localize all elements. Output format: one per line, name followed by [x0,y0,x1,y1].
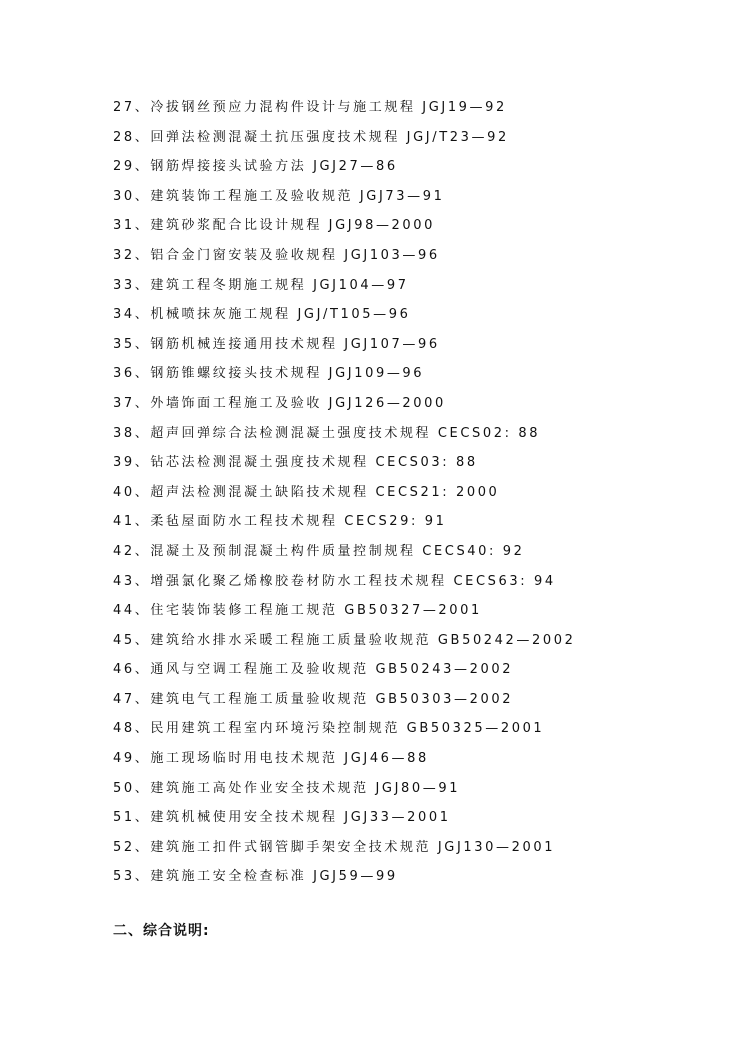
standards-list [113,97,713,896]
list-item: 47、建筑电气工程施工质量验收规范 GB50303—2002 [113,691,514,707]
list-item: 27、冷拔钢丝预应力混构件设计与施工规程 JGJ19—92 [113,100,507,115]
list-item: 50、建筑施工高处作业安全技术规范 JGJ80—91 [113,780,461,796]
list-item: 52、建筑施工扣件式钢管脚手架安全技术规范 JGJ130—2001 [113,839,556,855]
list-item: 31、建筑砂浆配合比设计规程 JGJ98—2000 [113,218,436,234]
list-item: 44、住宅装饰装修工程施工规范 GB50327—2001 [113,603,482,619]
list-item: 46、通风与空调工程施工及验收规范 GB50243—2002 [113,662,514,678]
list-item: 39、钻芯法检测混凝土强度技术规程 CECS03: 88 [113,455,478,471]
list-item: 51、建筑机械使用安全技术规程 JGJ33—2001 [113,810,451,826]
list-item: 33、建筑工程冬期施工规程 JGJ104—97 [113,277,409,293]
list-item: 43、增强氯化聚乙烯橡胶卷材防水工程技术规程 CECS63: 94 [113,573,556,589]
list-item: 28、回弹法检测混凝土抗压强度技术规程 JGJ/T23—92 [113,129,509,145]
list-item: 40、超声法检测混凝土缺陷技术规程 CECS21: 2000 [113,484,500,500]
list-item: 35、钢筋机械连接通用技术规程 JGJ107—96 [113,336,440,352]
list-item: 36、钢筋锥螺纹接头技术规程 JGJ109—96 [113,366,425,382]
list-item: 48、民用建筑工程室内环境污染控制规范 GB50325—2001 [113,721,545,737]
list-item: 37、外墙饰面工程施工及验收 JGJ126—2000 [113,395,446,411]
list-item: 34、机械喷抹灰施工规程 JGJ/T105—96 [113,307,411,323]
list-item: 42、混凝土及预制混凝土构件质量控制规程 CECS40: 92 [113,543,525,559]
list-item: 38、超声回弹综合法检测混凝土强度技术规程 CECS02: 88 [113,425,541,441]
list-item: 32、铝合金门窗安装及验收规程 JGJ103—96 [113,247,440,263]
list-item: 41、柔毡屋面防水工程技术规程 CECS29: 91 [113,514,447,530]
list-item: 30、建筑装饰工程施工及验收规范 JGJ73—91 [113,188,445,204]
list-item: 29、钢筋焊接接头试验方法 JGJ27—86 [113,159,398,175]
section-heading: 二、综合说明: [113,923,210,939]
list-item: 49、施工现场临时用电技术规范 JGJ46—88 [113,751,429,767]
list-item: 53、建筑施工安全检查标准 JGJ59—99 [113,869,398,885]
list-item: 45、建筑给水排水采暖工程施工质量验收规范 GB50242—2002 [113,632,576,648]
